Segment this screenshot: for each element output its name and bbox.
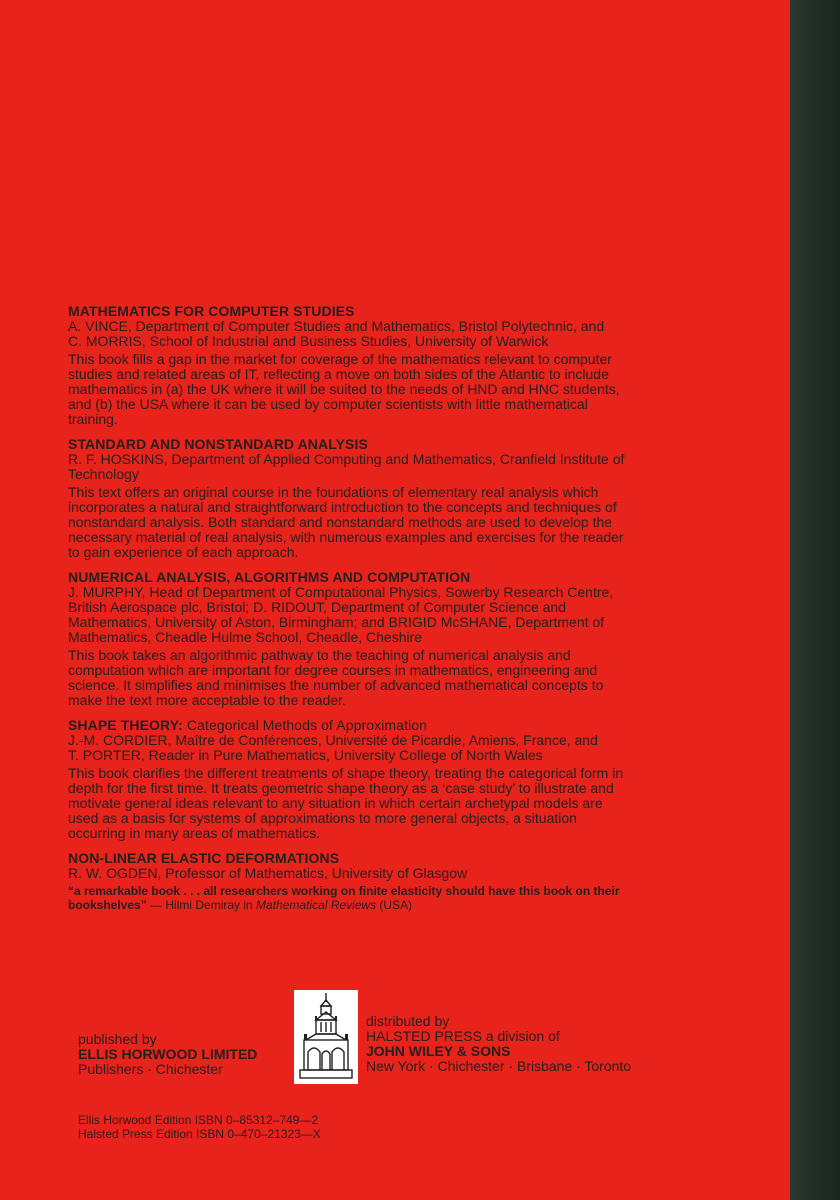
author-line: R. W. OGDEN, Professor of Mathematics, University of Glasgow	[68, 865, 468, 881]
book-title: MATHEMATICS FOR COMPUTER STUDIES	[68, 303, 355, 319]
description-line: This book takes an algorithmic pathway to the teaching of numerical analysis and	[68, 647, 571, 663]
author-line: C. MORRIS, School of Industrial and Business Studies, University of Warwick	[68, 333, 549, 349]
quote-text: bookshelves”	[68, 898, 147, 912]
book-title-main: SHAPE THEORY:	[68, 717, 183, 733]
quote-attribution: — Hilmi Demiray in	[146, 898, 257, 912]
quote-line	[68, 898, 718, 912]
description-line: occurring in many areas of mathematics.	[68, 825, 321, 841]
imprint-footer	[0, 990, 790, 1077]
description-line: This text offers an original course in the foundations of elementary real analysis which	[68, 484, 599, 500]
book-entry	[68, 569, 718, 708]
description-line: science. It simplifies and minimises the number of advanced mathematical concepts to	[68, 677, 604, 693]
publisher-block	[78, 1032, 257, 1077]
book-title	[68, 717, 718, 733]
book-authors	[68, 866, 718, 881]
author-line: T. PORTER, Reader in Pure Mathematics, University College of North Wales	[68, 747, 543, 763]
description-line: incorporates a natural and straightforward introduction to the concepts and techniques of	[68, 499, 617, 515]
book-authors	[68, 585, 718, 645]
description-line: nonstandard analysis. Both standard and nonstandard methods are used to develop the	[68, 514, 613, 530]
author-line: A. VINCE, Department of Computer Studies and Mathematics, Bristol Polytechnic, and	[68, 318, 605, 334]
description-line: and (b) the USA where it can be used by computer scientists with little mathematical	[68, 396, 588, 412]
book-description	[68, 648, 718, 708]
isbn-block	[78, 1113, 321, 1141]
book-authors	[68, 452, 718, 482]
author-line: J.-M. CORDIER, Maître de Conférences, Université de Picardie, Amiens, France, and	[68, 732, 598, 748]
book-spine	[790, 0, 840, 1200]
book-title: NON-LINEAR ELASTIC DEFORMATIONS	[68, 850, 340, 866]
book-list	[68, 303, 718, 921]
distributor-places: New York · Chichester · Brisbane · Toronto	[366, 1058, 632, 1074]
quote-source: Mathematical Reviews	[256, 898, 377, 912]
description-line: studies and related areas of IT, reflecting a move on both sides of the Atlantic to include	[68, 366, 609, 382]
clock-tower-logo-icon	[294, 990, 358, 1084]
author-line: British Aerospace plc, Bristol; D. RIDOUT, Department of Computer Science and	[68, 599, 566, 615]
description-line: This book clarifies the different treatments of shape theory, treating the categorical form in	[68, 765, 624, 781]
distributor-label: distributed by	[366, 1013, 450, 1029]
description-line: training.	[68, 411, 118, 427]
book-title: NUMERICAL ANALYSIS, ALGORITHMS AND COMPUTATION	[68, 569, 471, 585]
quote-source-country: (USA)	[376, 898, 413, 912]
book-entry	[68, 850, 718, 912]
author-line: Technology	[68, 466, 139, 482]
book-description	[68, 485, 718, 560]
publisher-name: ELLIS HORWOOD LIMITED	[78, 1046, 258, 1062]
book-description	[68, 766, 718, 841]
quote-line	[68, 884, 718, 898]
book-subtitle: Categorical Methods of Approximation	[186, 717, 428, 733]
book-entry	[68, 717, 718, 841]
publisher-label: published by	[78, 1031, 157, 1047]
book-authors	[68, 319, 718, 349]
description-line: This book fills a gap in the market for coverage of the mathematics relevant to computer	[68, 351, 612, 367]
book-description	[68, 352, 718, 427]
description-line: mathematics in (a) the UK where it will be suited to the needs of HND and HNC students,	[68, 381, 620, 397]
isbn-ellis-horwood: Ellis Horwood Edition ISBN 0–85312–749—2	[78, 1113, 319, 1127]
description-line: computation which are important for degree courses in mathematics, engineering and	[68, 662, 598, 678]
distributor-name: JOHN WILEY & SONS	[366, 1043, 511, 1059]
review-quote	[68, 884, 718, 912]
publisher-place: Publishers · Chichester	[78, 1061, 223, 1077]
author-line: Mathematics, Cheadle Hulme School, Cheadle, Cheshire	[68, 629, 423, 645]
author-line: Mathematics, University of Aston, Birmingham; and BRIGID McSHANE, Department of	[68, 614, 605, 630]
book-title: STANDARD AND NONSTANDARD ANALYSIS	[68, 436, 368, 452]
description-line: necessary material of real analysis, with numerous examples and exercises for the reader	[68, 529, 624, 545]
description-line: make the text more acceptable to the reader.	[68, 692, 346, 708]
book-entry	[68, 303, 718, 427]
quote-text: “a remarkable book . . . all researchers working on finite elasticity should have this book on their	[68, 884, 620, 898]
description-line: depth for the first time. It treats geometric shape theory as a ‘case study’ to illustrate and	[68, 780, 614, 796]
description-line: used as a basis for systems of approximations to more general objects, a situation	[68, 810, 577, 826]
distributor-block	[366, 1014, 631, 1074]
distributor-division: HALSTED PRESS a division of	[366, 1028, 560, 1044]
book-authors	[68, 733, 718, 763]
author-line: R. F. HOSKINS, Department of Applied Computing and Mathematics, Cranfield Institute of	[68, 451, 625, 467]
author-line: J. MURPHY, Head of Department of Computational Physics, Sowerby Research Centre,	[68, 584, 614, 600]
description-line: motivate general ideas relevant to any situation in which certain archetypal models are	[68, 795, 603, 811]
book-entry	[68, 436, 718, 560]
isbn-halsted-press: Halsted Press Edition ISBN 0–470–21323—X	[78, 1127, 321, 1141]
description-line: to gain experience of each approach.	[68, 544, 299, 560]
